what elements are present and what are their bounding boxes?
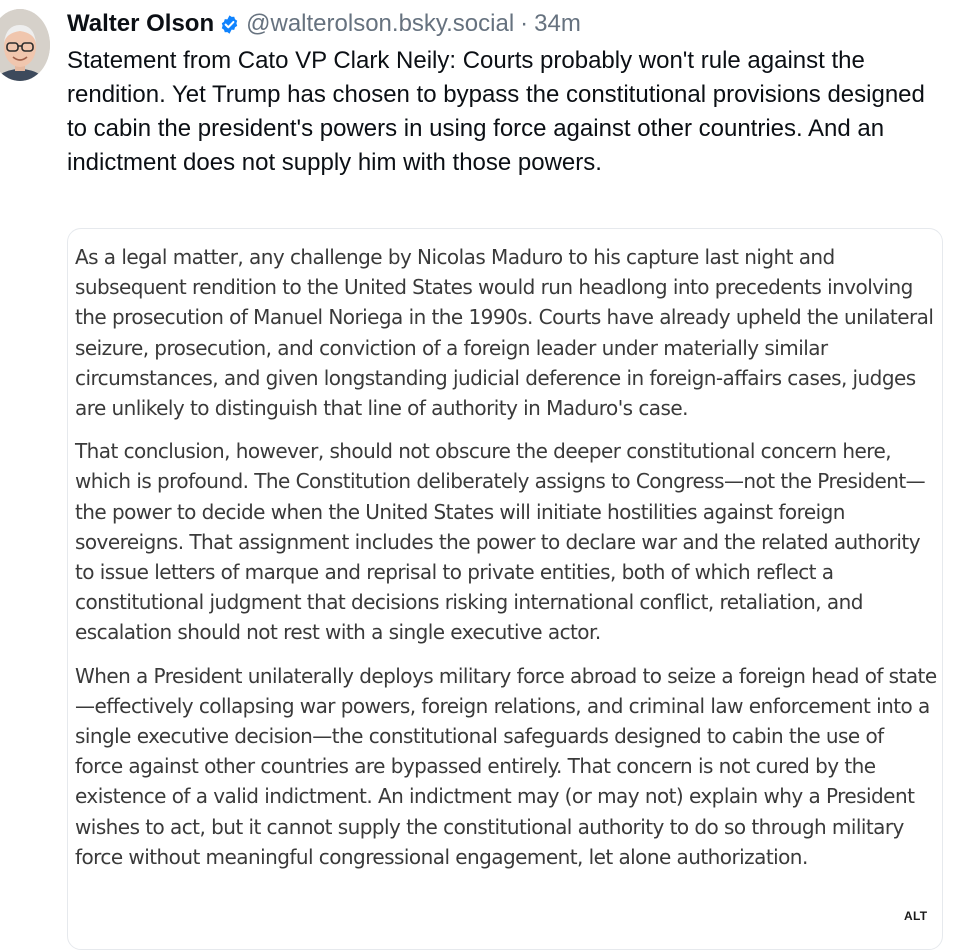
author-handle[interactable]: @walterolson.bsky.social: [246, 10, 515, 37]
statement-paragraph-1: As a legal matter, any challenge by Nicolas Maduro to his capture last night and subsequent rendition to the United States would run headlong into precedents involving the prosecution of Manuel Noriega in the 1990s. Courts have already upheld the unilateral seizure, prosecution, and conviction of a foreign leader under materially similar circumstances, and given longstanding judicial deference in foreign-affairs cases, judges are unlikely to distinguish that line of authority in Maduro's case.: [75, 245, 934, 421]
avatar[interactable]: [0, 9, 50, 81]
alt-text-badge[interactable]: ALT: [900, 907, 931, 925]
embedded-image[interactable]: [67, 228, 943, 950]
statement-paragraph-3: When a President unilaterally deploys military force abroad to seize a foreign head of state—effectively collapsing war powers, foreign relations, and criminal law enforcement into a single executive decision—the constitutional safeguards designed to cabin the use of force against other countries are bypassed entirely. That concern is not cured by the existence of a valid indictment. An indictment may (or may not) explain why a President wishes to act, but it cannot supply the constitutional authority to do so through military force without meaningful congressional engagement, let alone authorization.: [75, 663, 937, 869]
author-display-name[interactable]: Walter Olson: [67, 10, 215, 37]
post-timestamp[interactable]: 34m: [534, 10, 581, 37]
post-text: Statement from Cato VP Clark Neily: Courts probably won't rule against the rendition. Yet Trump has chosen to bypass the constitutional provisions designed to cabin the president's powers in using force against other countries. And an indictment does not supply him with those powers.: [67, 47, 925, 176]
statement-paragraph-2: That conclusion, however, should not obscure the deeper constitutional concern here, which is profound. The Constitution deliberately assigns to Congress—not the President—the power to decide when the United States will initiate hostilities against foreign sovereigns. That assignment includes the power to declare war and the related authority to issue letters of marque and reprisal to private entities, both of which reflect a constitutional judgment that decisions risking international conflict, retaliation, and escalation should not rest with a single executive actor.: [75, 439, 926, 645]
post-header: [67, 8, 581, 40]
avatar-portrait-icon: [0, 9, 50, 81]
embedded-statement-text: [75, 242, 937, 885]
verified-badge-icon[interactable]: [219, 14, 240, 35]
header-separator: ·: [520, 10, 529, 37]
